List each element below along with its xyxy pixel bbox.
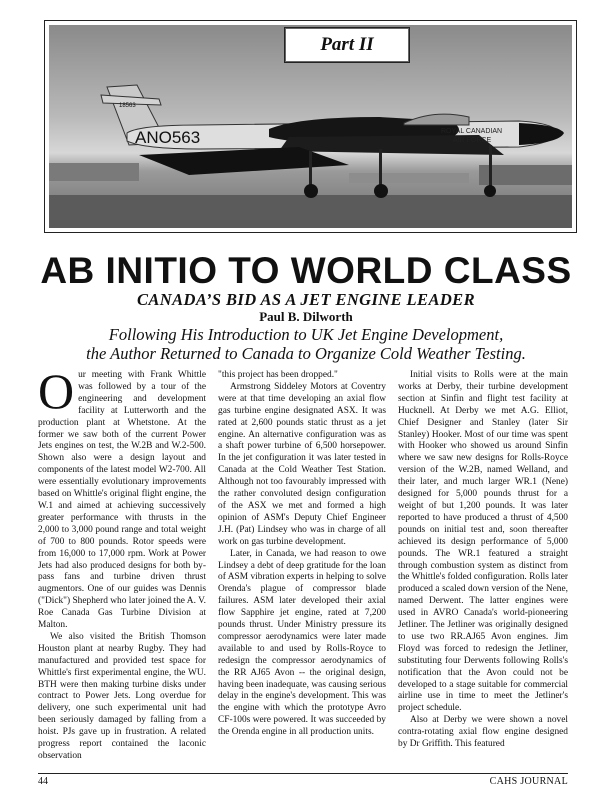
column-2-paragraph-3: Later, in Canada, we had reason to owe Lindsey a debt of deep gratitude for the loan of ASM vibration experts in helping to solve Orenda's plague of compressor blade failures. ASM later developed their axial flow Sapphire jet engine, rated at 7,200 pounds thrust. Under Ministry pressure its compressor aerodynamics were later made available to and used by Rolls-Royce to redesign the compressor aerodynamics of the RR AJ65 Avon -- the original design, having been inadequate, was causing serious delay in the engine's development. This was the engine with which the prototype Avro CF-100s were powered. It was succeeded by the Orenda engine in all production units. xyxy=(218,548,386,738)
article-deck xyxy=(0,325,612,363)
cover-photo-frame xyxy=(44,20,577,233)
drop-cap: O xyxy=(38,363,75,419)
column-2-paragraph-1: "this project has been dropped." xyxy=(218,370,338,380)
article-column-2 xyxy=(218,370,386,739)
fin-number: 18563 xyxy=(119,103,136,109)
column-3-paragraph-1: Initial visits to Rolls were at the main works at Derby, their turbine development section at Sinfin and flight test facility at Hucknell. At Derby we met A.G. Elliot, Chief Designer and Stanley (later Sir Stanley) Hooker. Most of our time was spent with Hooker who showed us around Sinfin where we saw new designs for Rolls-Royce version of the W.2B, named Welland, and their later, and much larger WR.1 (Nene) designed for 5,000 pounds thrust for a weight of but 1,200 pounds. It was later reported to have produced a thrust of 4,500 pounds on initial test and, soon thereafter achieved its design performance of 5,000 pounds. The WR.1 featured a straight through combustion system as distinct from the Whittle's folded configuration. Rolls later produced a scaled down version of the Nene, named Derwent. The latter engines were used in AVRO Canada's world-pioneering Jetliner. The Jetliner was originally designed to use two RR.AJ65 Avon engines. Jim Floyd was forced to redesign the Jetliner, substituting four Derwents following Rolls's notification that the Avon could not be developed to a stage suitable for commercial airline use in time to meet the Jetliner's project schedule. xyxy=(398,370,568,714)
fuselage-text-1: ROYAL CANADIAN xyxy=(441,128,503,135)
article-subtitle: CANADA’S BID AS A JET ENGINE LEADER xyxy=(137,290,475,309)
article-column-1 xyxy=(38,363,206,763)
deck-line-2: the Author Returned to Canada to Organize Cold Weather Testing. xyxy=(86,344,526,363)
page-number: 44 xyxy=(38,776,48,787)
journal-name: CAHS JOURNAL xyxy=(489,776,568,787)
author-byline: Paul B. Dilworth xyxy=(259,309,353,324)
column-1-paragraph-1-text: ur meeting with Frank Whittle was followed by a tour of the engineering and development facility at Lutterworth and the production plant at Whetstone. At the former we saw both of the current Power Jets engines on test, the W.2B and W.2-500. Shown also were a design layout and components of the latest model W2-700. All were essentially evolutionary improvements based on Whittle's original flight engine, the W.1 and aimed at achieving successively greater performance with thrusts in the 2,000 to 3,000 pound range and total weight of 700 to 800 pounds. Rotor speeds were from 16,000 to 17,000 rpm. Work at Power Jets had also produced designs for both by-pass fans and turbine driven thrust augmentors. One of our guides was Dennis ("Dick") Shepherd who later joined the A. V. Roe Canada Gas Turbine Division at Malton. xyxy=(38,370,206,631)
column-1-paragraph-1 xyxy=(38,363,206,632)
tail-number: ANO563 xyxy=(135,128,201,147)
fuselage-text-2: AIR FORCE xyxy=(453,137,492,144)
part-label: Part II xyxy=(284,27,410,63)
cf100-aircraft-photo xyxy=(49,25,572,228)
column-1-paragraph-2: We also visited the British Thomson Houston plant at nearby Rugby. They had manufactured and provided test space for Whittle's first experimental engine, the WU. BTH were then making turbine disks under contract to Power Jets. Long overdue for delivery, one such experimental unit had been seriously damaged by falling from a hoist. PJs gave up in frustration. A related progress report contained the laconic observation xyxy=(38,631,206,761)
deck-line-1: Following His Introduction to UK Jet Engine Development, xyxy=(108,325,504,344)
article-column-3 xyxy=(398,370,568,751)
column-2-paragraph-2: Armstrong Siddeley Motors at Coventry were at that time developing an axial flow gas turbine engine designated ASX. It was rated at 2,600 pounds static thrust as a jet engine. An alternative configuration was as a shaft power turbine of 6,500 horsepower. In the jet configuration it was later tested in Canada at the Cold Weather Test Station. Although not too favourably impressed with the rather convoluted design configuration of the ASX we met and formed a high opinion of ASM's Deputy Chief Engineer J.H. (Pat) Lindsey who was in charge of all work on gas turbine development. xyxy=(218,381,386,547)
page-footer xyxy=(38,773,568,787)
article-title: AB INITIO TO WORLD CLASS xyxy=(40,250,572,291)
column-3-paragraph-2: Also at Derby we were shown a novel contra-rotating axial flow engine designed by Dr Griffith. This featured xyxy=(398,715,568,750)
